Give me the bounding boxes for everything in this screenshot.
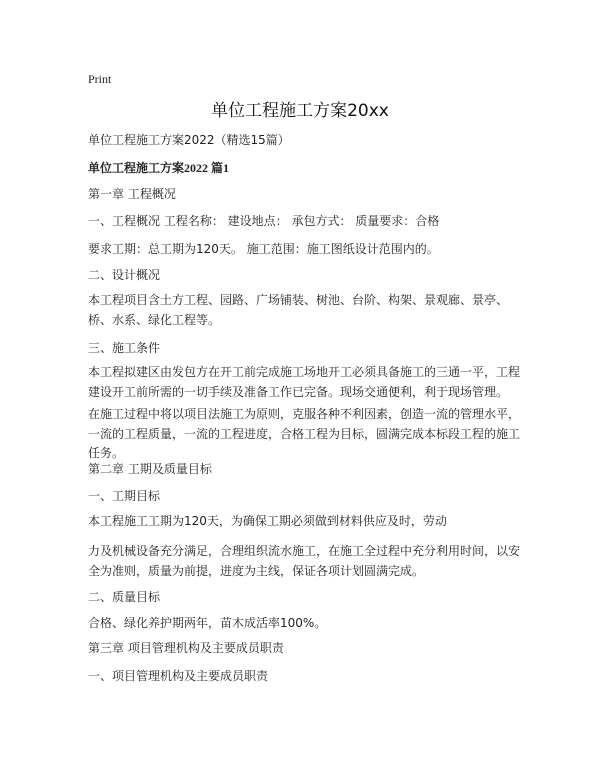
subheading: 二、设计概况: [88, 268, 161, 282]
paragraph: 力及机械设备充分满足，合理组织流水施工，在施工全过程中充分利用时间，以安全为准则，质量为前提，进度为主线，保证各项计划圆满完成。: [88, 544, 521, 578]
paragraph: 本工程项目含土方工程、园路、广场铺装、树池、台阶、构架、景观廊、景亭、桥、水系、绿化工程等。: [88, 293, 509, 327]
paragraph: 本工程施工工期为120天，为确保工期必须做到材料供应及时，劳动: [88, 514, 447, 528]
print-link[interactable]: Print: [88, 72, 112, 86]
chapter-heading: 第三章 项目管理机构及主要成员职责: [88, 641, 284, 655]
section-title: 单位工程施工方案2022 篇1: [88, 161, 230, 175]
paragraph: 在施工过程中将以项目法施工为原则，克服各种不利因素，创造一流的管理水平，一流的工程质量，一流的工程进度，合格工程为目标，圆满完成本标段工程的施工任务。: [88, 407, 521, 460]
chapter-heading: 第一章 工程概况: [88, 187, 176, 201]
paragraph: 本工程拟建区由发包方在开工前完成施工场地开工必须具备施工的三通一平，工程建设开工前所需的一切手续及准备工作已完备。现场交通便利，利于现场管理。: [88, 365, 521, 399]
subheading: 一、项目管理机构及主要成员职责: [88, 669, 269, 683]
page-title: 单位工程施工方案20xx: [211, 101, 389, 121]
paragraph: 合格、绿化养护期两年，苗木成活率100%。: [88, 616, 327, 630]
subheading: 一、工期目标: [88, 489, 161, 503]
chapter-heading: 第二章 工期及质量目标: [88, 462, 212, 476]
paragraph: 要求工期：总工期为120天。 施工范围：施工图纸设计范围内的。: [88, 242, 439, 256]
doc-subtitle: 单位工程施工方案2022（精选15篇）: [88, 133, 290, 147]
subheading: 三、施工条件: [88, 341, 161, 355]
paragraph: 一、工程概况 工程名称： 建设地点： 承包方式： 质量要求：合格: [88, 214, 440, 228]
subheading: 二、质量目标: [88, 590, 161, 604]
